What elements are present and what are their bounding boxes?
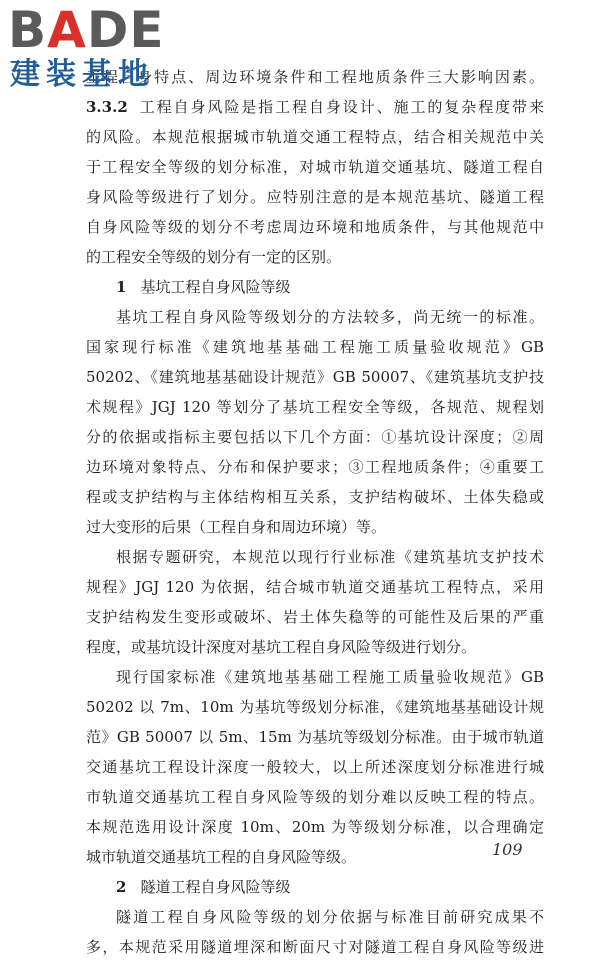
text-line: 于工程安全等级的划分标准，对城市轨道交通基坑、隧道工程自	[86, 158, 544, 176]
text-line: 程或支护结构与主体结构相互关系，支护结构破坏、土体失稳或	[86, 488, 544, 506]
heading-text: 隧道工程自身风险等级	[140, 878, 291, 896]
logo-wordmark: BADE	[8, 1, 165, 59]
text-line: 术规程》JGJ 120 等划分了基坑工程安全等级，各规范、规程划	[86, 398, 544, 416]
text-line: 本规范选用设计深度 10m、20m 为等级划分标准，以合理确定	[86, 818, 544, 836]
text-line: 隧道工程自身风险等级的划分依据与标准目前研究成果不	[116, 908, 544, 926]
text-line: 过大变形的后果（工程自身和周边环境）等。	[86, 518, 387, 536]
text-line: 市轨道交通基坑工程自身风险等级的划分难以反映工程的特点。	[86, 788, 544, 806]
document-body	[86, 62, 544, 962]
text-line: 的工程安全等级的划分有一定的区别。	[86, 248, 342, 266]
text-line: 国家现行标准《建筑地基基础工程施工质量验收规范》GB	[86, 338, 544, 356]
bade-logo	[8, 1, 178, 96]
text-line: 交通基坑工程设计深度一般较大，以上所述深度划分标准进行城	[86, 758, 544, 776]
text-line: 多，本规范采用隧道埋深和断面尺寸对隧道工程自身风险等级进	[86, 938, 544, 956]
text-line: 边环境对象特点、分布和保护要求；③工程地质条件；④重要工	[86, 458, 544, 476]
heading-number: 1	[116, 278, 127, 296]
text-line: 50202 以 7m、10m 为基坑等级划分标准，《建筑地基基础设计规	[86, 698, 544, 716]
text-line: 现行国家标准《建筑地基基础工程施工质量验收规范》GB	[116, 668, 544, 686]
text-line: 工程自身风险是指工程自身设计、施工的复杂程度带来	[137, 98, 544, 116]
text-line: 分的依据或指标主要包括以下几个方面：①基坑设计深度；②周	[86, 428, 544, 446]
text-line: 基坑工程自身风险等级划分的方法较多，尚无统一的标准。	[116, 308, 544, 326]
text-line: 规程》JGJ 120 为依据，结合城市轨道交通基坑工程特点，采用	[86, 578, 544, 596]
text-line: 根据专题研究，本规范以现行行业标准《建筑基坑支护技术	[116, 548, 544, 566]
text-line: 范》GB 50007 以 5m、15m 为基坑等级划分标准。由于城市轨道	[86, 728, 544, 746]
text-line: 支护结构发生变形或破坏、岩土体失稳等的可能性及后果的严重	[86, 608, 544, 626]
text-line: 身风险等级进行了划分。应特别注意的是本规范基坑、隧道工程	[86, 188, 544, 206]
logo-subtitle: 建装基地	[10, 57, 154, 92]
text-line: 城市轨道交通基坑工程的自身风险等级。	[86, 848, 357, 866]
subheading-tunnel	[86, 872, 544, 902]
heading-number: 2	[116, 878, 127, 896]
section-3-3-2-first-line	[86, 92, 544, 122]
subheading-foundation-pit	[86, 272, 544, 302]
page-number: 109	[492, 840, 523, 859]
heading-text: 基坑工程自身风险等级	[140, 278, 291, 296]
text-line: 自身风险等级的划分不考虑周边环境和地质条件，与其他规范中	[86, 218, 544, 236]
text-line: 程度，或基坑设计深度对基坑工程自身风险等级进行划分。	[86, 638, 477, 656]
text-line: 的风险。本规范根据城市轨道交通工程特点，结合相关规范中关	[86, 128, 544, 146]
text-line: 50202、《建筑地基基础设计规范》GB 50007、《建筑基坑支护技	[86, 368, 544, 386]
text-line: 工程自身特点、周边环境条件和工程地质条件三大影响因素。	[86, 68, 544, 86]
section-number: 3.3.2	[86, 98, 128, 116]
